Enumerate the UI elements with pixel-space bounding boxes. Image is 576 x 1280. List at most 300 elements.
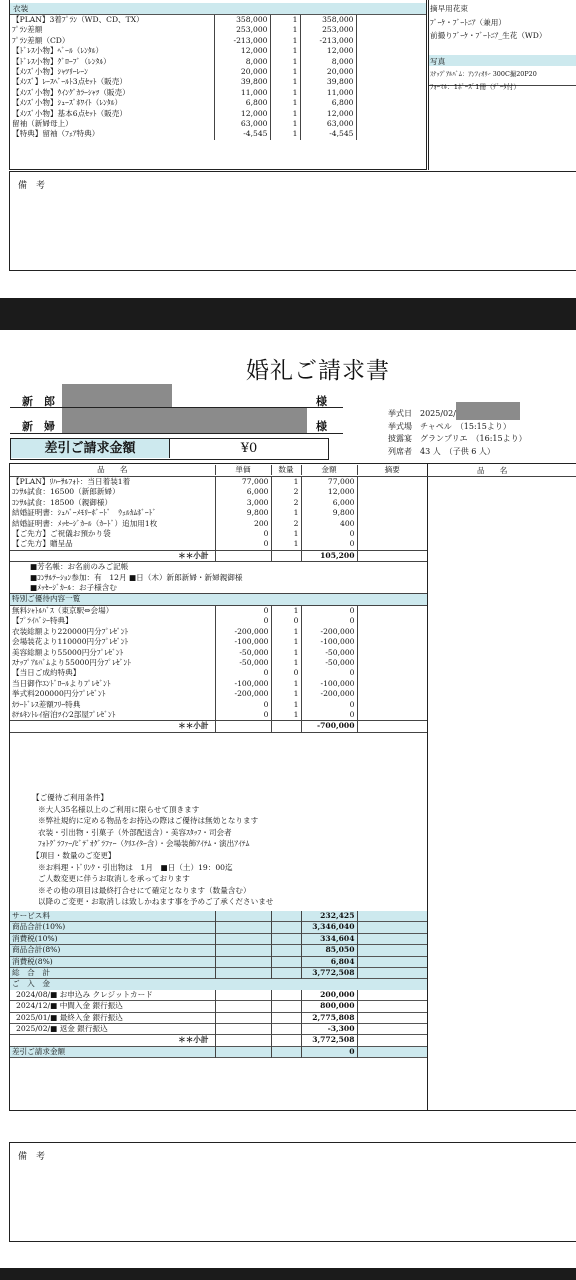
top-right-item-1: ﾌﾞｰｹ・ﾌﾞｰﾄﾆｱ（兼用） [430, 18, 506, 27]
item-note [357, 539, 427, 550]
item-qty: 2 [271, 487, 301, 497]
item-unit-price: -100,000 [215, 679, 271, 689]
item-note [356, 77, 426, 87]
total-row [10, 922, 427, 933]
invoice-item-row [10, 616, 427, 626]
item-unit-price: 358,000 [214, 15, 270, 25]
subtotal-note [357, 721, 427, 732]
item-name: 【PLAN】3着ﾌﾟﾗﾝ（WD、CD、TX） [12, 15, 144, 24]
item-note [357, 529, 427, 539]
balance-due-row-label: 差引ご請求金額 [12, 1046, 66, 1056]
item-amount: 11,000 [300, 88, 356, 98]
top-item-row [10, 88, 426, 98]
item-name: 【ﾒﾝｽﾞ小物】ｳｲﾝｸﾞｶﾗｰｼｬﾂ（販売） [12, 87, 130, 97]
item-qty: 1 [270, 88, 300, 98]
item-qty: 1 [270, 77, 300, 87]
total-row-blank [215, 945, 271, 956]
item-note [357, 519, 427, 529]
item-unit-price: 3,000 [215, 498, 271, 508]
item-unit-price: -50,000 [215, 658, 271, 668]
item-qty: 1 [271, 539, 301, 550]
bride-label: 新 婦 [22, 420, 55, 433]
conditions-block [10, 789, 427, 909]
item-name: 無料ｼｬﾄﾙﾊﾞｽ（東京駅⇔会場） [12, 605, 114, 615]
item-name: 結婚証明書：ｼｭﾊﾞｰﾒﾓﾘｰﾎﾞｰﾄﾞ ｳｪﾙｶﾑﾎﾞｰﾄﾞ [12, 508, 157, 518]
item-note [357, 710, 427, 721]
item-unit-price: -50,000 [215, 648, 271, 658]
ledger-empty-space [10, 1072, 427, 1110]
note-row [10, 562, 427, 573]
item-unit-price: 77,000 [215, 477, 271, 487]
payment-row-blank [271, 1001, 301, 1012]
item-unit-price: 12,000 [214, 109, 270, 119]
item-name: 結婚証明書：ﾒｯｾｰｼﾞｶｰﾙ（ｶｰﾄﾞ）追加用1枚 [12, 518, 158, 528]
item-note [357, 637, 427, 647]
invoice-item-row [10, 498, 427, 508]
invoice-item-row [10, 679, 427, 689]
item-amount: -100,000 [301, 679, 357, 689]
item-name: 【特典】留袖（ﾌｪｱ特典） [12, 129, 100, 139]
note-text: ■ｺﾝｻﾙﾃｰｼｮﾝ参加：有 12月 ■日（木）新郎新婦・新婦親御様 [30, 572, 243, 582]
payment-row [10, 1001, 427, 1012]
invoice-item-row [10, 648, 427, 658]
payment-row-note [357, 1012, 427, 1023]
bride-name-redaction [62, 408, 307, 434]
note-text: ■ﾒｯｾｰｼﾞｶｰﾙ：お子様含む [30, 583, 117, 593]
item-amount: 0 [301, 529, 357, 539]
total-row-label: 消費税(8%) [12, 956, 53, 966]
item-unit-price: 11,000 [214, 88, 270, 98]
total-row [10, 933, 427, 944]
top-item-row [10, 119, 426, 129]
total-row-blank [271, 911, 301, 922]
total-row [10, 945, 427, 956]
item-name: 当日御作ｴﾝﾄﾞﾛｰﾙよりﾌﾟﾚｾﾞﾝﾄ [12, 678, 111, 688]
payment-row-blank [271, 990, 301, 1001]
item-amount: 39,800 [300, 77, 356, 87]
subtotal-blank [215, 721, 271, 732]
item-name: 会場装花より110000円分ﾌﾟﾚｾﾞﾝﾄ [12, 637, 129, 647]
item-amount: 253,000 [300, 25, 356, 35]
invoice-item-table [10, 477, 427, 733]
invoice-header-row [10, 465, 576, 477]
grand-total-row-label: 総 合 計 [12, 968, 50, 978]
condition-line: ※弊社規約に定める物品をお持込の際はご優待は無効となります [38, 816, 259, 826]
total-row-amount: 232,425 [301, 911, 357, 922]
condition-line: ﾌｫﾄｸﾞﾗﾌｧｰ/ﾋﾞﾃﾞｵｸﾞﾗﾌｧｰ（ｸﾘｴｲﾀｰ含）・会場装飾ｱｲﾃﾑ・演出ｱｲﾃﾑ [38, 839, 250, 849]
payment-row [10, 1012, 427, 1023]
item-note [356, 88, 426, 98]
item-note [356, 25, 426, 35]
item-qty: 1 [270, 98, 300, 108]
event-info [388, 402, 527, 458]
payment-row-blank [271, 1012, 301, 1023]
item-amount: 400 [301, 519, 357, 529]
item-qty: 1 [270, 36, 300, 46]
total-row [10, 911, 427, 922]
subtotal-note [357, 550, 427, 561]
item-unit-price: 0 [215, 605, 271, 616]
item-note [357, 700, 427, 710]
total-row-note [357, 956, 427, 967]
condition-line: 【項目・数量のご変更】 [32, 851, 116, 860]
item-qty: 1 [270, 15, 300, 25]
total-row-blank [271, 945, 301, 956]
balance-label: 差引ご請求金額 [44, 441, 136, 456]
total-row-amount: 3,346,040 [301, 922, 357, 933]
item-amount: 12,000 [300, 109, 356, 119]
item-qty: 1 [270, 25, 300, 35]
item-note [356, 46, 426, 56]
subtotal-row [10, 550, 427, 561]
grand-total-row-amount: 3,772,508 [301, 968, 357, 979]
item-amount: 0 [301, 668, 357, 678]
item-qty: 1 [271, 529, 301, 539]
top-right-header: 摘早用花束 [430, 4, 468, 13]
item-note [356, 36, 426, 46]
item-qty: 2 [271, 498, 301, 508]
balance-value: ¥0 [240, 441, 258, 456]
photo-label: 写真 [430, 57, 446, 66]
item-unit-price: 39,800 [214, 77, 270, 87]
payment-subtotal-row-blank [271, 1035, 301, 1046]
payment-row [10, 1024, 427, 1035]
payment-subtotal-row-label: ＊＊小計 [178, 1035, 209, 1045]
item-note [357, 689, 427, 699]
invoice-item-row [10, 710, 427, 721]
item-note [357, 487, 427, 497]
invoice-item-row [10, 508, 427, 518]
item-qty: 1 [271, 700, 301, 710]
section-header-row [10, 594, 427, 605]
item-unit-price: 253,000 [214, 25, 270, 35]
item-unit-price: 9,800 [215, 508, 271, 518]
item-name: 【ﾒﾝｽﾞ小物】ｼｭｰｽﾞﾎﾜｲﾄ（ﾚﾝﾀﾙ） [12, 98, 123, 108]
item-unit-price: 0 [215, 710, 271, 721]
item-qty: 1 [271, 637, 301, 647]
event-info-date: 挙式日 2025/02/ [388, 402, 527, 421]
total-row-amount: 334,604 [301, 933, 357, 944]
item-name: 【ご先方】贈呈品 [12, 539, 73, 549]
totals-wrap [10, 911, 427, 1058]
item-amount: 12,000 [301, 487, 357, 497]
item-unit-price: -4,545 [214, 129, 270, 139]
balance-due-row-note [357, 1046, 427, 1057]
item-amount: 358,000 [300, 15, 356, 25]
right-col-header: 品 名 [477, 466, 508, 475]
item-amount: 12,000 [300, 46, 356, 56]
condition-line: ※大人35名様以上のご利用に限らせて頂きます [38, 804, 200, 814]
right-column-divider [427, 463, 428, 1111]
totals-table [10, 911, 427, 1058]
balance-due-row-blank [271, 1046, 301, 1057]
grand-total-row-note [357, 968, 427, 979]
total-row-blank [271, 933, 301, 944]
item-note [357, 508, 427, 518]
item-qty: 1 [271, 710, 301, 721]
subtotal-blank [215, 550, 271, 561]
condition-line: ご人数変更に伴うお取消しを承っております [38, 874, 190, 884]
invoice-remarks-label: 備 考 [18, 1152, 46, 1162]
item-unit-price: 6,000 [215, 487, 271, 497]
invoice-item-row [10, 658, 427, 668]
col-header-price: 単価 [215, 465, 271, 475]
payment-row [10, 990, 427, 1001]
item-unit-price: 0 [215, 700, 271, 710]
subtotal-row [10, 721, 427, 732]
invoice-item-row [10, 627, 427, 637]
item-name: 留袖（新婦母上） [12, 119, 73, 129]
payment-row-blank [271, 1024, 301, 1035]
balance-due-row-amount: 0 [301, 1046, 357, 1057]
item-unit-price: 0 [215, 539, 271, 550]
col-header-qty: 数量 [271, 465, 301, 475]
invoice-item-row [10, 668, 427, 678]
item-unit-price: 8,000 [214, 57, 270, 67]
item-amount: 0 [301, 539, 357, 550]
header-table [10, 465, 427, 475]
item-unit-price: 12,000 [214, 46, 270, 56]
payment-row-note [357, 1001, 427, 1012]
payment-header: ご 入 金 [12, 979, 50, 989]
payment-row-note [357, 990, 427, 1001]
item-amount: -200,000 [301, 627, 357, 637]
item-unit-price: 0 [215, 668, 271, 678]
item-name: ﾌﾟﾗﾝ差額（CD） [12, 35, 70, 45]
total-row-note [357, 945, 427, 956]
item-amount: 0 [301, 710, 357, 721]
item-note [356, 119, 426, 129]
item-unit-price: 0 [215, 616, 271, 626]
bride-honorific: 様 [316, 420, 327, 433]
invoice-item-row [10, 605, 427, 616]
invoice-title: 婚礼ご請求書 [246, 358, 390, 384]
item-unit-price: 63,000 [214, 119, 270, 129]
invoice-item-row [10, 637, 427, 647]
item-name: 【当日ご成約特典】 [12, 668, 81, 678]
payment-row-label: 2024/12/■ 中間入金 銀行振込 [16, 1001, 123, 1011]
item-name: 【PLAN】ﾘﾊｰｻﾙﾌｫﾄ：当日着装1着 [12, 477, 131, 486]
item-note [357, 668, 427, 678]
item-note [357, 477, 427, 487]
item-name: ﾌﾟﾗﾝ差額 [12, 25, 43, 35]
col-header-amount: 金額 [301, 465, 357, 475]
item-note [357, 616, 427, 626]
total-row-label: 商品合計(10%) [12, 922, 66, 932]
item-name: 【ご先方】ご祝儀お預かり袋 [12, 529, 111, 539]
payment-row-blank [215, 990, 271, 1001]
payment-subtotal-row-blank [215, 1035, 271, 1046]
payment-row-label: 2024/08/■ お申込み クレジットカード [16, 989, 153, 999]
item-qty: 1 [270, 109, 300, 119]
item-amount: 63,000 [300, 119, 356, 129]
item-qty: 1 [271, 679, 301, 689]
item-amount: 77,000 [301, 477, 357, 487]
item-unit-price: 20,000 [214, 67, 270, 77]
item-name: ｶﾗｰﾄﾞﾚｽ差額ﾌﾘｰ特典 [12, 699, 81, 709]
item-qty: 0 [271, 668, 301, 678]
top-right-item-2: 前撮りﾌﾞｰｹ・ﾌﾞｰﾄﾆｱ_生花（WD） [430, 31, 547, 40]
item-name: 【ﾄﾞﾚｽ小物】ﾍﾞｰﾙ（ﾚﾝﾀﾙ） [12, 46, 104, 56]
total-row-blank [215, 922, 271, 933]
top-right-continue [428, 85, 576, 170]
col-header-note: 摘要 [357, 465, 427, 475]
total-row-note [357, 933, 427, 944]
condition-line: 【ご優待ご利用条件】 [32, 793, 108, 802]
payment-header-row [10, 979, 427, 990]
condition-line: ※お料理・ﾄﾞﾘﾝｸ・引出物は 1月 ■日（土）19：00迄 [38, 862, 233, 872]
total-row-label: 商品合計(8%) [12, 945, 61, 955]
payment-row-blank [215, 1024, 271, 1035]
condition-line: 以降のご変更・お取消しは致しかねます事を予めご了承くださいませ [38, 897, 274, 907]
item-unit-price: 0 [215, 529, 271, 539]
item-amount: -200,000 [301, 689, 357, 699]
payment-subtotal-row-note [357, 1035, 427, 1046]
item-qty: 2 [271, 519, 301, 529]
total-row-amount: 85,050 [301, 945, 357, 956]
total-row-note [357, 911, 427, 922]
top-item-row [10, 36, 426, 46]
top-item-row [10, 77, 426, 87]
item-amount: -4,545 [300, 129, 356, 139]
total-row-blank [271, 922, 301, 933]
note-row [10, 583, 427, 594]
item-amount: 0 [301, 700, 357, 710]
item-name: ｺﾝｻﾙ試食：18500（親御様） [12, 497, 113, 507]
item-amount: 0 [301, 605, 357, 616]
item-note [356, 67, 426, 77]
note-text: ■芳名帳：お名前のみご記帳 [30, 562, 129, 572]
item-amount: -50,000 [301, 658, 357, 668]
item-qty: 1 [270, 46, 300, 56]
item-unit-price: -200,000 [215, 627, 271, 637]
invoice-item-row [10, 477, 427, 487]
total-row-blank [215, 933, 271, 944]
photo-item-1: ｽﾅｯﾌﾟｱﾙﾊﾞﾑ：ｱﾝﾌｨｵﾘｰ 300C撮20P20 [430, 70, 537, 78]
item-unit-price: 6,800 [214, 98, 270, 108]
event-info-guests: 列席者 43 人 （子供 6 人） [388, 446, 495, 456]
total-row [10, 956, 427, 967]
item-note [356, 15, 426, 25]
item-amount: -100,000 [301, 637, 357, 647]
item-amount: 8,000 [300, 57, 356, 67]
top-section-label: 衣装 [13, 4, 29, 13]
top-remarks-box [9, 171, 576, 271]
top-item-table-wrap [10, 15, 426, 140]
item-note [356, 129, 426, 139]
item-note [357, 648, 427, 658]
note-row [10, 573, 427, 583]
item-qty: 1 [271, 605, 301, 616]
invoice-item-row [10, 519, 427, 529]
balance-label-cell [11, 439, 170, 458]
item-name: 【ﾌﾟﾗｲﾊﾞｼｰ特典】 [12, 616, 73, 626]
date-redaction [456, 402, 520, 420]
item-amount: 9,800 [301, 508, 357, 518]
item-qty: 1 [270, 67, 300, 77]
item-name: ｽﾅｯﾌﾟｱﾙﾊﾞﾑより55000円分ﾌﾟﾚｾﾞﾝﾄ [12, 657, 132, 667]
top-section-header [10, 3, 426, 15]
subtotal-amount: -700,000 [301, 721, 357, 732]
item-name: ﾎﾃﾙｷﾝﾄﾚｲ宿泊ﾂｲﾝ2部屋ﾌﾟﾚｾﾞﾝﾄ [12, 709, 116, 719]
total-row-label: サービス料 [12, 911, 50, 920]
item-note [357, 605, 427, 616]
item-qty: 1 [271, 508, 301, 518]
payment-row-amount: 800,000 [301, 1001, 357, 1012]
page-separator-band-1 [0, 298, 576, 330]
groom-label: 新 郎 [22, 395, 55, 408]
item-unit-price: 200 [215, 519, 271, 529]
top-item-row [10, 98, 426, 108]
subtotal-blank [271, 721, 301, 732]
item-name: 【ﾒﾝｽﾞ小物】基本6点ｾｯﾄ（販売） [12, 108, 127, 118]
top-item-row [10, 15, 426, 25]
condition-line: 衣装・引出物・引菓子（外部配送含）・美容ｽﾀｯﾌ・司会者 [38, 827, 232, 837]
top-remarks-label: 備 考 [18, 181, 46, 191]
item-amount: -50,000 [301, 648, 357, 658]
top-item-table [10, 15, 426, 140]
condition-line: ※その他の項目は最終打合せにて確定となります（数量含む） [38, 885, 251, 895]
item-qty: 1 [271, 689, 301, 699]
balance-due-row-blank [215, 1046, 271, 1057]
item-unit-price: -213,000 [214, 36, 270, 46]
invoice-items-wrap [10, 477, 427, 733]
top-item-row [10, 46, 426, 56]
item-qty: 1 [271, 627, 301, 637]
item-amount: 6,000 [301, 498, 357, 508]
total-row-note [357, 922, 427, 933]
item-note [356, 98, 426, 108]
grand-total-row-blank [271, 968, 301, 979]
grand-total-row-blank [215, 968, 271, 979]
payment-row-label: 2025/02/■ 返金 銀行振込 [16, 1024, 108, 1034]
item-qty: 1 [270, 119, 300, 129]
item-name: 衣装総額より220000円分ﾌﾟﾚｾﾞﾝﾄ [12, 626, 129, 636]
item-amount: -213,000 [300, 36, 356, 46]
subtotal-label: ＊＊小計 [178, 721, 209, 731]
item-name: 【ﾒﾝｽﾞ小物】ｼｬﾂﾘｰﾚｰﾝ [12, 67, 88, 77]
item-amount: 6,800 [300, 98, 356, 108]
groom-honorific: 様 [316, 395, 327, 408]
photo-item-2: ﾌｫｰﾏﾙ：1ﾎﾟｰｽﾞ1冊（ﾃﾞｰﾀ付） [430, 83, 521, 91]
event-info-reception: 披露宴 グランプリエ （16:15より） [388, 434, 527, 443]
invoice-item-row [10, 689, 427, 699]
item-name: ｺﾝｻﾙ試食：16500（新郎新婦） [12, 487, 120, 497]
grand-total-row [10, 968, 427, 979]
bride-underline [10, 433, 343, 434]
item-note [356, 57, 426, 67]
top-item-row [10, 67, 426, 77]
item-note [357, 658, 427, 668]
balance-box [10, 438, 329, 460]
item-name: 挙式料200000円分ﾌﾟﾚｾﾞﾝﾄ [12, 689, 106, 699]
item-note [357, 498, 427, 508]
item-note [357, 627, 427, 637]
top-item-row [10, 25, 426, 35]
item-qty: 1 [271, 648, 301, 658]
payment-row-note [357, 1024, 427, 1035]
item-qty: 1 [270, 129, 300, 139]
invoice-remarks-box [9, 1142, 576, 1242]
item-name: 美容総額より55000円分ﾌﾟﾚｾﾞﾝﾄ [12, 647, 124, 657]
item-amount: 0 [301, 616, 357, 626]
payment-row-blank [215, 1001, 271, 1012]
payment-row-blank [215, 1012, 271, 1023]
invoice-item-row [10, 487, 427, 497]
top-item-row [10, 109, 426, 119]
item-amount: 20,000 [300, 67, 356, 77]
payment-row-amount: -3,300 [301, 1024, 357, 1035]
